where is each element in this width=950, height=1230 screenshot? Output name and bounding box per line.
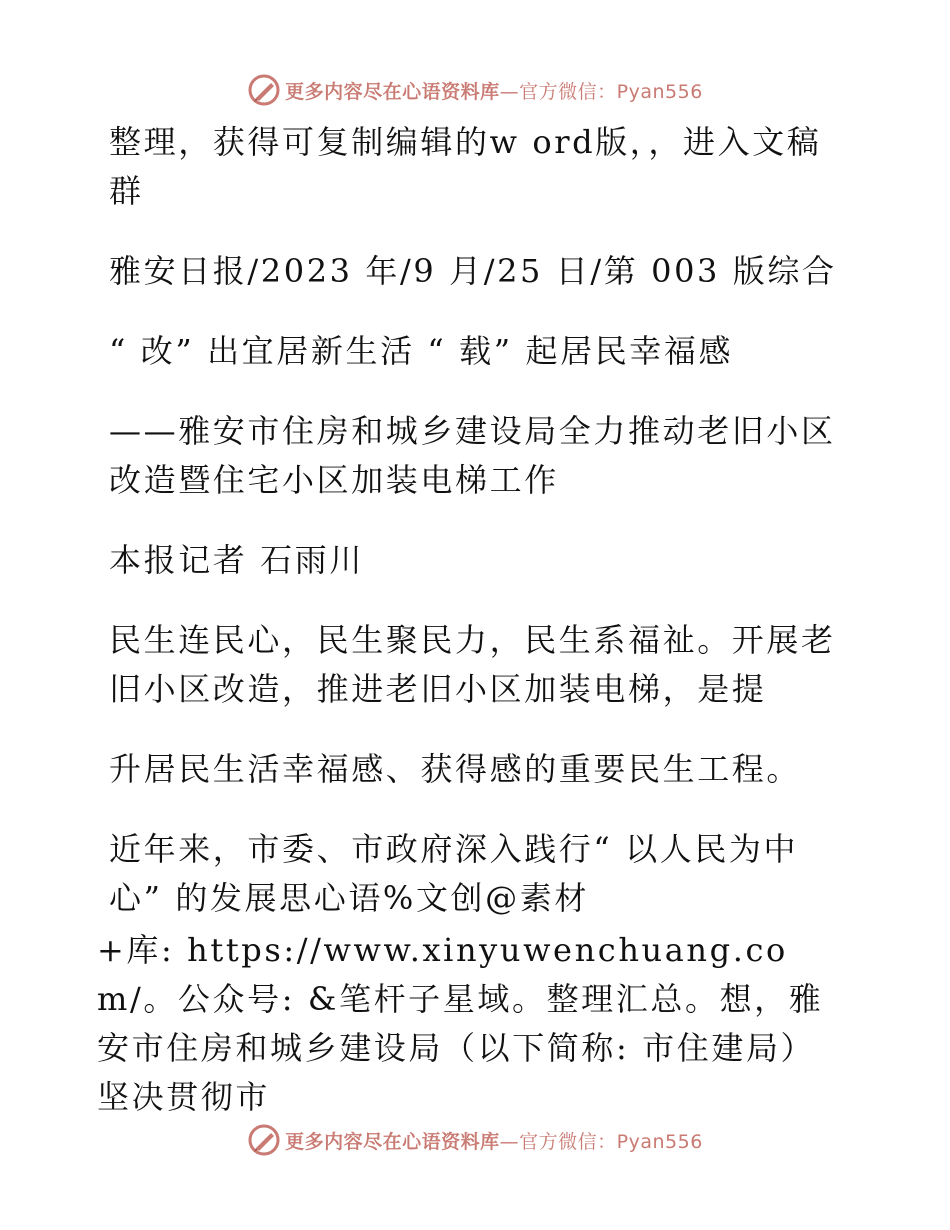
watermark-header (0, 70, 950, 110)
document-body (97, 118, 842, 1153)
paragraph-2-continued: +库: https://www.xinyuwenchuang.com/。公众号: &笔杆子星域。整理汇总。想，雅安市住房和城乡建设局（以下简称: 市住建局）坚决贯彻市 (97, 931, 824, 1116)
paragraph-2: 近年来，市委、市政府深入践行“ 以人民为中心” 的发展思心语%文创@素材 (109, 830, 799, 917)
quill-pen-circle-icon (247, 1123, 281, 1157)
source-line: 雅安日报/2023 年/9 月/25 日/第 003 版综合 (109, 252, 837, 290)
paragraph-1-continued: 升居民生活幸福感、获得感的重要民生工程。 (109, 750, 802, 788)
byline: 本报记者 石雨川 (109, 541, 364, 579)
intro-line: 整理，获得可复制编辑的w ord版，，进入文稿群 (109, 123, 822, 210)
watermark-text: 更多内容尽在心语资料库—官方微信：Pyan556 (285, 1130, 703, 1153)
article-title: “ 改” 出宜居新生活 “ 载” 起居民幸福感 (109, 332, 734, 370)
watermark-text: 更多内容尽在心语资料库—官方微信：Pyan556 (285, 80, 703, 103)
quill-pen-circle-icon (247, 73, 281, 107)
paragraph-1: 民生连民心，民生聚民力，民生系福祉。开展老旧小区改造，推进老旧小区加装电梯，是提 (109, 621, 836, 708)
watermark-footer (0, 1120, 950, 1160)
article-subtitle: ——雅安市住房和城乡建设局全力推动老旧小区改造暨住宅小区加装电梯工作 (109, 412, 836, 499)
